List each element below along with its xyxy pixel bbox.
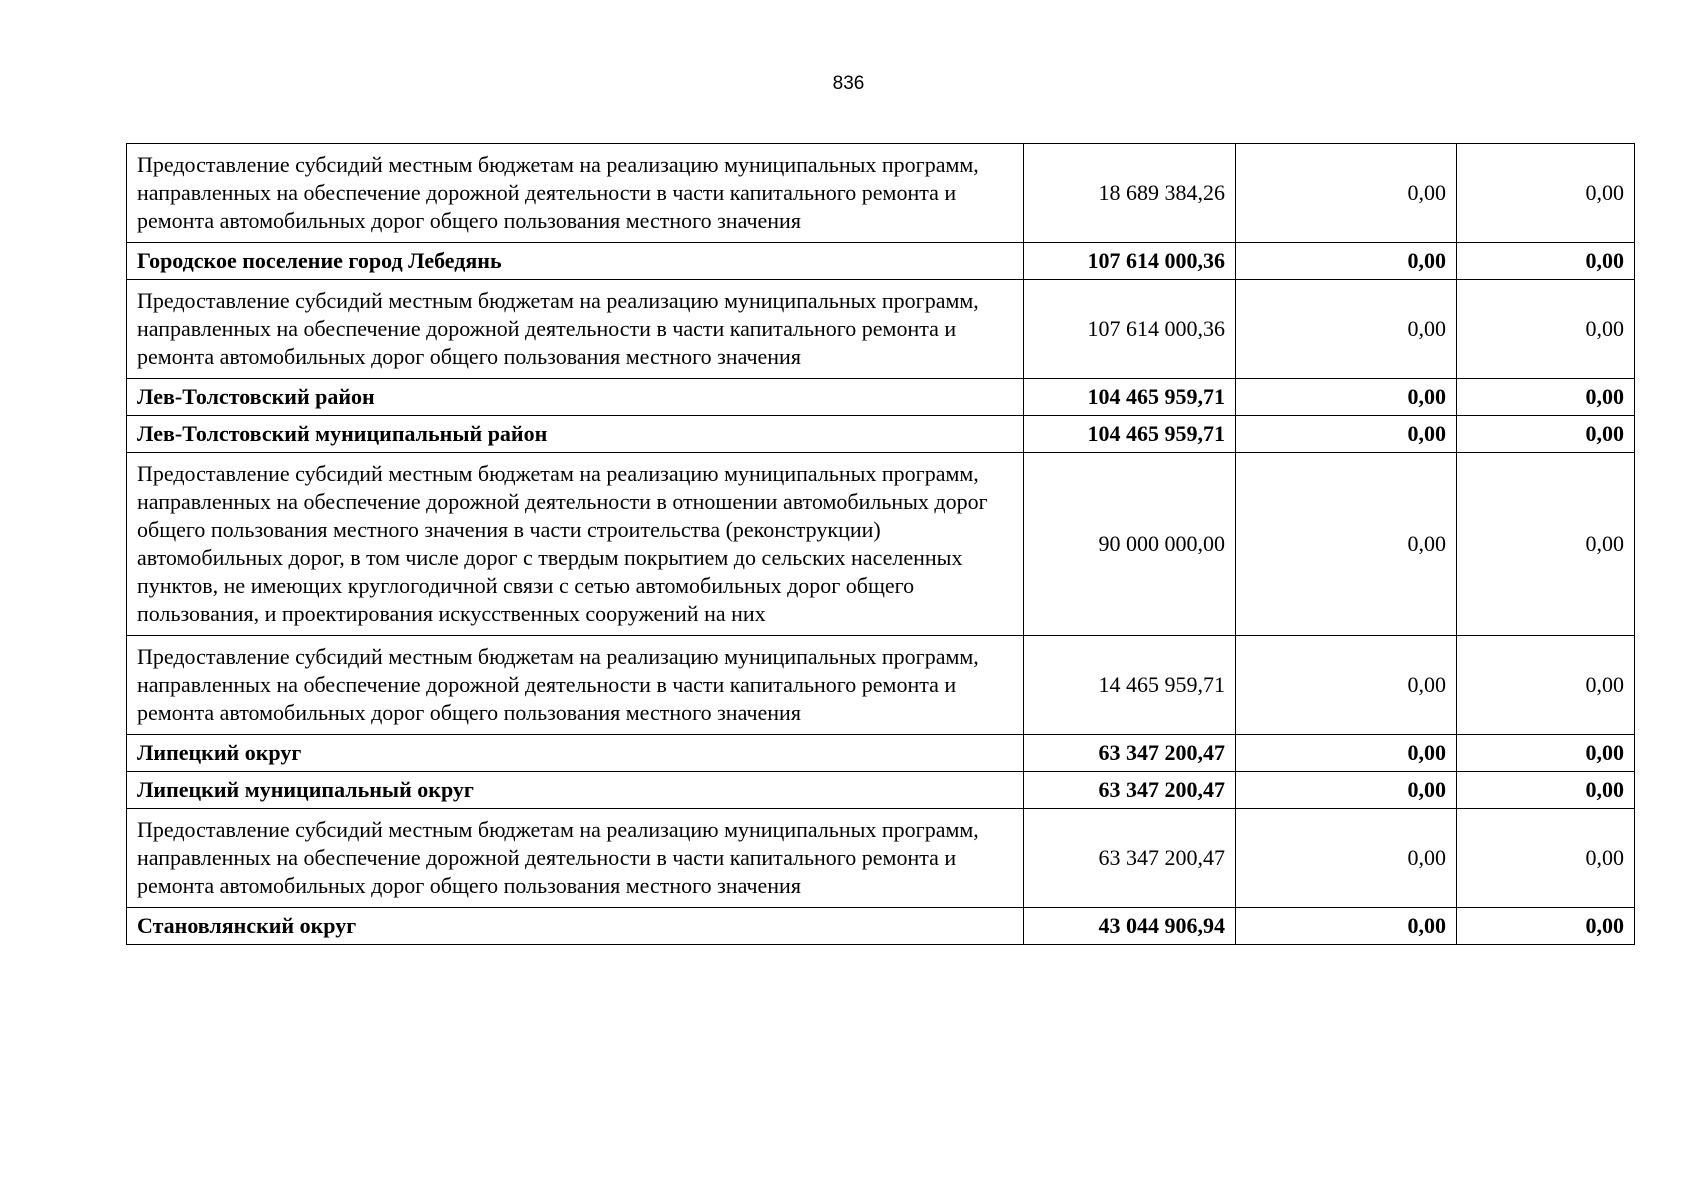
row-amount-3-cell: 0,00	[1457, 809, 1635, 908]
row-amount-cell: 107 614 000,36	[1024, 280, 1236, 379]
row-amount-cell: 90 000 000,00	[1024, 453, 1236, 636]
budget-table	[126, 143, 1635, 945]
row-amount-cell: 63 347 200,47	[1024, 772, 1236, 809]
row-amount-cell: 104 465 959,71	[1024, 379, 1236, 416]
table-body	[127, 144, 1635, 945]
table-row	[127, 144, 1635, 243]
table-row-total	[127, 735, 1635, 772]
row-amount-3-cell: 0,00	[1457, 379, 1635, 416]
row-amount-3-cell: 0,00	[1457, 453, 1635, 636]
row-name-cell: Лев-Толстовский район	[127, 379, 1024, 416]
row-name-cell: Городское поселение город Лебедянь	[127, 243, 1024, 280]
row-amount-3-cell: 0,00	[1457, 144, 1635, 243]
row-amount-2-cell: 0,00	[1236, 908, 1457, 945]
row-amount-3-cell: 0,00	[1457, 772, 1635, 809]
row-name-cell: Предоставление субсидий местным бюджетам на реализацию муниципальных программ, направленных на обеспечение дорожной деятельности в части капитального ремонта и ремонта автомобильных дорог общего пользования местного значения	[127, 809, 1024, 908]
table-row-total	[127, 772, 1635, 809]
row-amount-3-cell: 0,00	[1457, 280, 1635, 379]
row-name-cell: Предоставление субсидий местным бюджетам на реализацию муниципальных программ, направленных на обеспечение дорожной деятельности в части капитального ремонта и ремонта автомобильных дорог общего пользования местного значения	[127, 280, 1024, 379]
row-amount-cell: 43 044 906,94	[1024, 908, 1236, 945]
table-row-total	[127, 416, 1635, 453]
row-amount-cell: 14 465 959,71	[1024, 636, 1236, 735]
row-amount-3-cell: 0,00	[1457, 416, 1635, 453]
row-amount-2-cell: 0,00	[1236, 636, 1457, 735]
row-name-cell: Лев-Толстовский муниципальный район	[127, 416, 1024, 453]
table-row-total	[127, 908, 1635, 945]
row-amount-2-cell: 0,00	[1236, 416, 1457, 453]
row-amount-2-cell: 0,00	[1236, 735, 1457, 772]
row-amount-2-cell: 0,00	[1236, 144, 1457, 243]
table-row-total	[127, 379, 1635, 416]
row-name-cell: Предоставление субсидий местным бюджетам на реализацию муниципальных программ, направленных на обеспечение дорожной деятельности в части капитального ремонта и ремонта автомобильных дорог общего пользования местного значения	[127, 144, 1024, 243]
row-name-cell: Становлянский округ	[127, 908, 1024, 945]
row-amount-3-cell: 0,00	[1457, 243, 1635, 280]
table-row-total	[127, 243, 1635, 280]
row-amount-cell: 107 614 000,36	[1024, 243, 1236, 280]
table-row	[127, 280, 1635, 379]
table-row	[127, 636, 1635, 735]
row-amount-2-cell: 0,00	[1236, 280, 1457, 379]
row-amount-2-cell: 0,00	[1236, 772, 1457, 809]
row-amount-cell: 63 347 200,47	[1024, 809, 1236, 908]
row-amount-3-cell: 0,00	[1457, 636, 1635, 735]
row-amount-cell: 18 689 384,26	[1024, 144, 1236, 243]
row-name-cell: Предоставление субсидий местным бюджетам на реализацию муниципальных программ, направленных на обеспечение дорожной деятельности в части капитального ремонта и ремонта автомобильных дорог общего пользования местного значения	[127, 636, 1024, 735]
row-name-cell: Липецкий муниципальный округ	[127, 772, 1024, 809]
row-amount-cell: 104 465 959,71	[1024, 416, 1236, 453]
row-amount-cell: 63 347 200,47	[1024, 735, 1236, 772]
row-name-cell: Предоставление субсидий местным бюджетам на реализацию муниципальных программ, направленных на обеспечение дорожной деятельности в отношении автомобильных дорог общего пользования местного значения в части строительства (реконструкции) автомобильных дорог, в том числе дорог с твердым покрытием до сельских населенных пунктов, не имеющих круглогодичной связи с сетью автомобильных дорог общего пользования, и проектирования искусственных сооружений на них	[127, 453, 1024, 636]
row-amount-2-cell: 0,00	[1236, 243, 1457, 280]
row-amount-3-cell: 0,00	[1457, 908, 1635, 945]
row-amount-2-cell: 0,00	[1236, 453, 1457, 636]
row-amount-2-cell: 0,00	[1236, 809, 1457, 908]
page-number: 836	[832, 73, 865, 94]
row-amount-3-cell: 0,00	[1457, 735, 1635, 772]
table-row	[127, 453, 1635, 636]
row-name-cell: Липецкий округ	[127, 735, 1024, 772]
row-amount-2-cell: 0,00	[1236, 379, 1457, 416]
table-row	[127, 809, 1635, 908]
